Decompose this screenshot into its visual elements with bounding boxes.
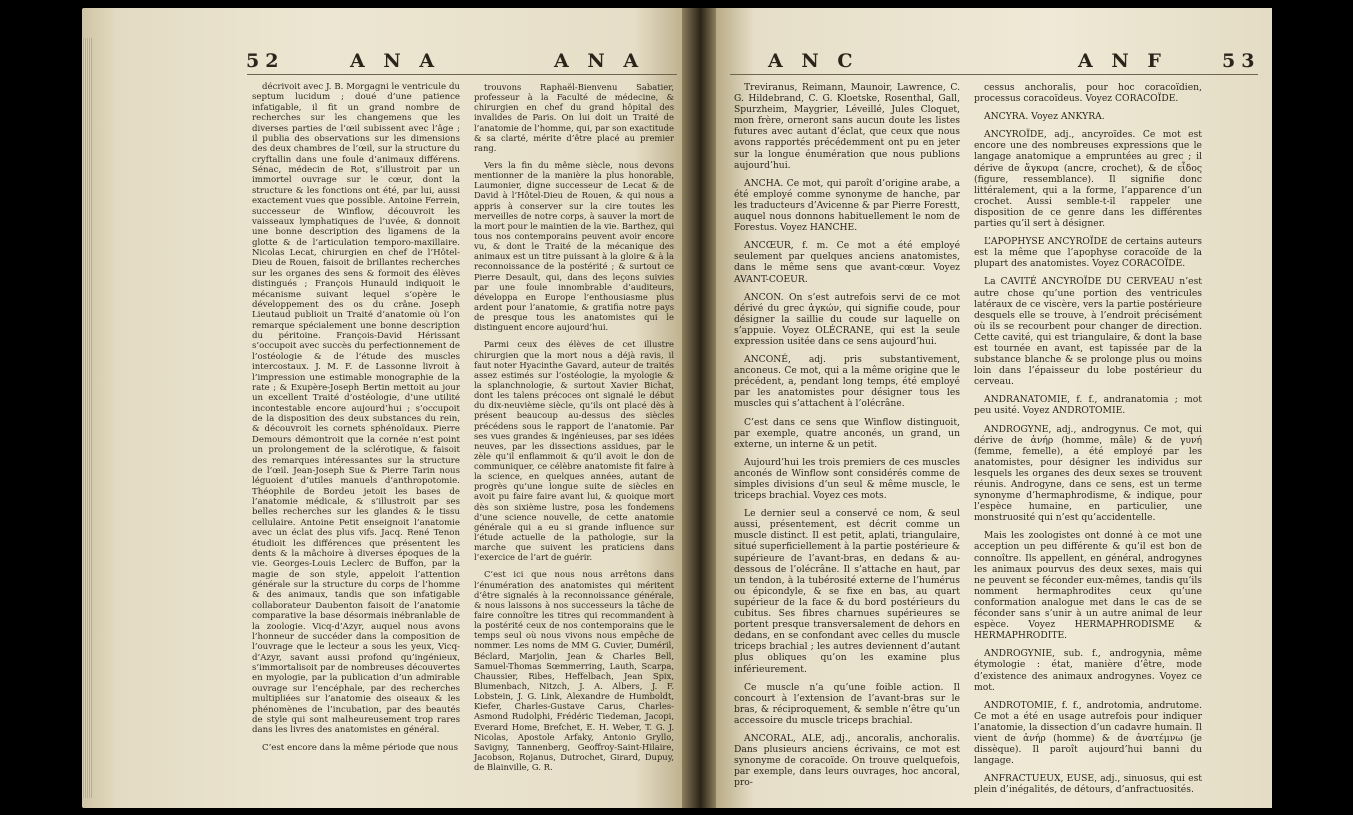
dictionary-entry: ANCONÉ, adj. pris substantivement, anconeus. Ce mot, qui a la même origine que le précédent, a, pendant long temps, été employé par les anatomistes pour désigner tous les muscles qui s’attachent à l’olécrâne. (734, 354, 960, 410)
page-stack-edge (82, 38, 92, 798)
dictionary-entry: ANCHA. Ce mot, qui paroît d’origine arabe, a été employé comme synonyme de hanche, par les traducteurs d’Avicenne & par Pierre Forestt, auquel nous donnons habituellement le nom de Forestus. Voyez HANCHE. (734, 177, 960, 234)
dictionary-entry: ANCYROÏDE, adj., ancyroïdes. Ce mot est encore une des nombreuses expressions que le langage anatomique a empruntées au grec ; il dérive de ἄγκυρα (ancre, crochet), & de εἶδος (figure, ressemblance). Il signifie donc littéralement, qui a la forme, l’apparence d’un crochet. Aussi semble-t-il rappeler une disposition de ce genre dans les différentes parties qu’il sert à désigner. (974, 129, 1202, 230)
paragraph: C’est dans ce sens que Winflow distinguoit, par exemple, quatre anconés, un grand, un externe, un interne & un petit. (734, 416, 960, 450)
dictionary-entry: ANCORAL, ALE, adj., ancoralis, anchoralis. Dans plusieurs anciens écrivains, ce mot est synonyme de coracoïde. On trouve quelquefois, par exemple, dans leurs ouvrages, hoc ancoral, pro- (734, 732, 960, 789)
dictionary-entry: ANFRACTUEUX, EUSE, adj., sinuosus, qui est plein d’inégalités, de détours, d’anfractuosités. (974, 773, 1202, 796)
right-page-header (716, 50, 1272, 76)
page-number: 53 (1222, 50, 1261, 72)
paragraph: Aujourd’hui les trois premiers de ces muscles anconés de Winflow sont considérés comme de simples divisions d’un seul & même muscle, le triceps brachial. Voyez ces mots. (734, 456, 960, 502)
paragraph: trouvons Raphaël-Bienvenu Sabatier, professeur à la Faculté de médecine, & chirurgien en chef du grand hôpital des invalides de Paris. On lui doit un Traité de l’anatomie de l’homme, qui, par son exactitude & sa clarté, mérite d’être placé au premier rang. (474, 82, 674, 153)
open-book (82, 8, 1272, 808)
left-page (82, 8, 682, 808)
right-page (716, 8, 1272, 808)
paragraph: Ce muscle n’a qu’une foible action. Il concourt à l’extension de l’avant-bras sur le bras, & réciproquement, & semble n’être qu’un accessoire du muscle triceps brachial. (734, 681, 960, 726)
paragraph: Le dernier seul a conservé ce nom, & seul aussi, présentement, est décrit comme un muscle distinct. Il est petit, aplati, triangulaire, situé superficiellement à la partie postérieure & supérieure de l’avant-bras, en dedans & au-dessous de l’olécrâne. Il s’attache en haut, par un tendon, à la tubérosité externe de l’humérus ou épicondyle, & se fixe en bas, au quart supérieur de la face & du bord postérieurs du cubitus. Ses fibres charnues supérieures se portent presque transversalement de dehors en dedans, en se confondant avec celles du muscle triceps brachial ; les autres deviennent d’autant plus obliques qu’on les examine plus inférieurement. (734, 508, 960, 675)
text-column-1 (252, 82, 460, 760)
text-column-2 (474, 82, 674, 779)
paragraph: Parmi ceux des élèves de cet illustre chirurgien que la mort nous a déjà ravis, il faut noter Hyacinthe Gavard, auteur de traités assez estimés sur l’ostéologie, la myologie & la splanchnologie, & surtout Xavier Bichat, dont les talens précoces ont signalé le début du dix-neuvième siècle, qu’ils ont placé dès à présent beaucoup au-dessus des siècles précédens sous le rapport de l’anatomie. Par ses vues grandes & ingénieuses, par ses idées neuves, par les dissections assidues, par le zèle qu’il enflammoit & qu’il avoit le don de communiquer, ce célèbre anatomiste fit faire à la science, en quelques années, autant de progrès qu’une longue suite de siècles en avoit pu faire faire avant lui, & quoique mort dès son sixième lustre, posa les fondemens d’une science nouvelle, de cette anatomie générale qui a eu si grande influence sur l’étude actuelle de la pathologie, sur la marche que suivent les praticiens dans l’exercice de l’art de guérir. (474, 339, 674, 563)
dictionary-entry: ANCŒUR, f. m. Ce mot a été employé seulement par quelques anciens anatomistes, dans le même sens que avant-cœur. Voyez AVANT-COEUR. (734, 240, 960, 285)
paragraph: Treviranus, Reimann, Maunoir, Lawrence, C. G. Hildebrand, C. G. Kloetske, Rosenthal, Gall, Spurzheim, Maygrier, Léveillé, Jules Cloquet, mon frère, orneront sans aucun doute les listes futures avec autant d’éclat, que ceux que nous avons rapportés précédemment ont pu en jeter sur la longue énumération que nous publions aujourd’hui. (734, 82, 960, 171)
running-head: A N A (554, 50, 645, 72)
paragraph: Mais les zoologistes ont donné à ce mot une acception un peu différente & qu’il est bon de connoître. Ils appellent, en général, androgynes les animaux pourvus des deux sexes, mais qui ne peuvent se féconder eux-mêmes, tandis qu’ils nomment hermaphrodites ceux qu’une conformation analogue met dans le cas de se féconder sans s’unir à un autre animal de leur espèce. Voyez HERMAPHRODISME & HERMAPHRODITE. (974, 530, 1202, 642)
dictionary-entry: ANDRANATOMIE, f. f., andranatomia ; mot peu usité. Voyez ANDROTOMIE. (974, 394, 1202, 417)
paragraph: La CAVITÉ ANCYROÏDE DU CERVEAU n’est autre chose qu’une portion des ventricules latéraux de ce viscère, vers la partie postérieure desquels elle se trouve, à l’endroit précisément où ils se recourbent pour changer de direction. Cette cavité, qui est triangulaire, & dont la base est tournée en avant, est tapissée par de la substance blanche & se prolonge plus ou moins loin dans l’épaisseur du lobe postérieur du cerveau. (974, 276, 1202, 388)
dictionary-entry: ANDROTOMIE, f. f., androtomia, andrutome. Ce mot a été en usage autrefois pour indiquer l’anatomie, la dissection d’un cadavre humain. Il vient de ἀνήρ (homme) & de ἀνατέμνω (je dissèque). Il paroît aujourd’hui banni du langage. (974, 699, 1202, 767)
running-head: A N C (768, 50, 859, 72)
dictionary-entry: ANCON. On s’est autrefois servi de ce mot dérivé du grec ἀγκών, qui signifie coude, pour désigner la saillie du coude sur laquelle on s’appuie. Voyez OLÉCRANE, qui est la seule expression usitée dans ce sens aujourd’hui. (734, 291, 960, 347)
left-page-header (82, 50, 682, 76)
paragraph: décrivoit avec J. B. Morgagni le ventricule du septum lucidum ; doué d’une patience infatigable, il fit un grand nombre de recherches sur les changemens que les diverses parties de l’œil subissent avec l’âge ; il publia des observations sur les dimensions des deux chambres de l’œil, sur la structure du cryftallin dans une foule d’animaux différens. Sénac, médecin de Rot, s’illustroit par un immortel ouvrage sur le cœur, dont la structure & les fonctions ont été, par lui, aussi exactement vues que possible. Antoine Ferrein, successeur de Winflow, découvroit les vaisseaux lymphatiques de l’uvée, & donnoit une bonne description des ligamens de la glotte & de l’articulation temporo-maxillaire. Nicolas Lecat, chirurgien en chef de l’Hôtel-Dieu de Rouen, faisoit de brillantes recherches sur les organes des sens & formoit des élèves distingués ; François Hunauld indiquoit le mécanisme suivant lequel s’opère le développement des os du crâne. Joseph Lieutaud publioit un Traité d’anatomie où l’on remarque spécialement une bonne description du péritoine. François-David Hérissant s’occupoit avec succès du perfectionnement de l’ostéologie & de l’étude des muscles intercostaux. J. M. F. de Lassonne livroit à l’impression une estimable monographie de la rate ; & Exupère-Joseph Bertin mettoit au jour un excellent Traité d’ostéologie, d’une utilité incontestable encore aujourd’hui ; s’occupoit de la disposition des deux substances du rein, & découvroit les cornets sphénoïdaux. Pierre Demours démontroit que la cornée n’est point un prolongement de la sclérotique, & faisoit des remarques intéressantes sur la structure de l’œil. Jean-Joseph Sue & Pierre Tarin nous léguoient d’utiles manuels d’anthropotomie. Théophile de Bordeu jetoit les bases de l’anatomie médicale, & s’illustroit par ses belles recherches sur les glandes & le tissu cellulaire. Antoine Petit enseignoit l’anatomie avec un éclat des plus vifs. Jacq. René Tenon étudioit les différences que présentent les dents & la mâchoire à diverses époques de la vie. Georges-Louis Leclerc de Buffon, par la magie de son style, appeloit l’attention générale sur la structure du corps de l’homme & des animaux, tandis que son infatigable collaborateur Daubenton faisoit de l’anatomie comparative la base désormais inébranlable de la zoologie. Vicq-d’Azyr, auquel nous avons l’honneur de succéder dans la composition de l’ouvrage que le lecteur a sous les yeux, Vicq-d’Azyr, savant aussi profond qu’ingénieux, s’immortalisoit par de nombreuses découvertes en myologie, par la publication d’un admirable ouvrage sur l’encéphale, par des recherches multipliées sur l’anatomie des oiseaux & les phénomènes de l’incubation, par des beautés de style qui sont malheureusement trop rares dans les livres des anatomistes en général. (252, 82, 460, 736)
paragraph: Vers la fin du même siècle, nous devons mentionner de la manière la plus honorable, Laumonier, digne successeur de Lecat & de David à l’Hôtel-Dieu de Rouen, & qui nous a appris à conserver sur la cire toutes les merveilles de notre corps, à sauver la mort de la mort pour le maintien de la vie. Barthez, qui tous nos contemporains peuvent avoir encore vu, & dont le Traité de la mécanique des animaux est un titre puissant à la gloire & à la reconnoissance de la postérité ; & surtout ce Pierre Desault, qui, dans des leçons suivies par une foule innombrable d’auditeurs, développa en Europe l’enthousiasme plus ardent pour l’anatomie, & gratifia notre pays de presque tous les anatomistes qui le distinguent encore aujourd’hui. (474, 159, 674, 333)
running-head: A N A (350, 50, 441, 72)
paragraph: cessus anchoralis, pour hoc coracoïdien, processus coracoïdeus. Voyez CORACOÏDE. (974, 82, 1202, 105)
running-head: A N F (1078, 50, 1167, 72)
paragraph: C’est encore dans la même période que nous (262, 742, 459, 753)
dictionary-entry: ANDROGYNIE, sub. f., androgynia, même étymologie : état, manière d’être, mode d’existence des animaux androgynes. Voyez ce mot. (974, 648, 1202, 693)
page-number: 52 (246, 50, 285, 72)
text-column-2 (974, 82, 1202, 802)
book-gutter (682, 8, 716, 808)
dictionary-entry: ANDROGYNE, adj., androgynus. Ce mot, qui dérive de ἀνήρ (homme, mâle) & de γυνή (femme, femelle), a été employé par les anatomistes, pour désigner les individus sur lesquels les organes des deux sexes se trouvent réunis. Androgyne, dans ce sens, est un terme synonyme d’hermaphrodisme, & indique, pour l’espèce humaine, en particulier, une monstruosité qui n’est qu’accidentelle. (974, 423, 1202, 524)
header-rule (247, 74, 677, 75)
text-column-1 (734, 82, 960, 795)
paragraph: L’APOPHYSE ANCYROÏDE de certains auteurs est la même que l’apophyse coracoïde de la plupart des anatomistes. Voyez CORACOÏDE. (974, 236, 1202, 270)
dictionary-entry: ANCYRA. Voyez ANKYRA. (984, 111, 1105, 123)
paragraph: C’est ici que nous nous arrêtons dans l’énumération des anatomistes qui méritent d’être signalés à la reconnoissance générale, & nous laissons à nos successeurs la tâche de faire connoître les titres qui recommandent à la postérité ceux de nos contemporains que le temps seul où nous vivons nous empêche de nommer. Les noms de MM G. Cuvier, Duméril, Béclard, Marjolin, Jean & Charles Bell, Samuel-Thomas Sœmmerring, Lauth, Scarpa, Chaussier, Ribes, Heffelbach, Jean Spix, Blumenbach, Nitzch, J. A. Albers, J. F. Lobstein, J. G. Link, Alexandre de Humboldt, Kiefer, Charles-Gustave Carus, Charles-Asmond Rudolphi, Frédéric Tiedeman, Jacopi, Everard Home, Brefchet, E. H. Weber, T. G. J. Nicolas, Apostole Arfaky, Antonio Gryllo, Savigny, Tannenberg, Geoffroy-Saint-Hilaire, Jacobson, Rojanus, Dutrochet, Girard, Dupuy, de Blainville, G. R. (474, 569, 674, 773)
header-rule (730, 74, 1258, 75)
